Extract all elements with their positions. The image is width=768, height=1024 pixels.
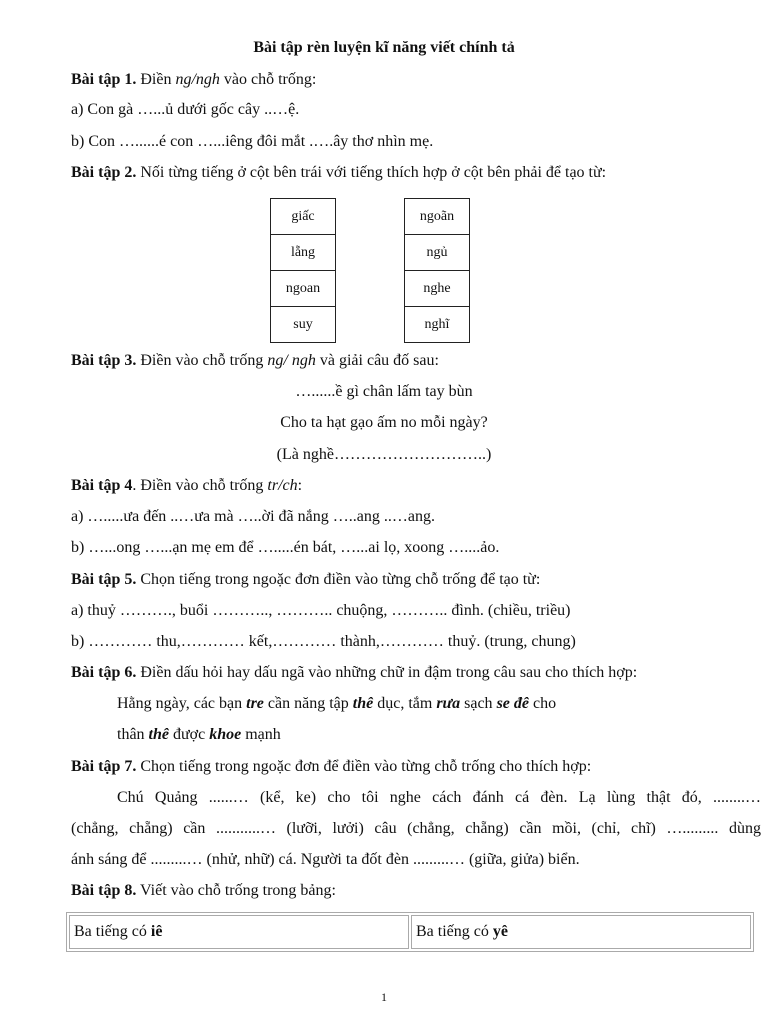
exercise-4-b: b) …...ong …...ạn mẹ em để ….....én bát, …...ai lọ, xoong …....ảo.: [71, 539, 500, 556]
exercise-3-italic: ng/ ngh: [267, 352, 316, 369]
riddle-answer: (Là nghề………………………..): [276, 446, 492, 463]
right-word: ngủ: [404, 235, 470, 271]
right-word: nghe: [404, 271, 470, 307]
exercise-7-heading: [71, 757, 591, 777]
sentence-text: mạnh: [241, 726, 281, 743]
left-word: lẵng: [270, 235, 336, 271]
bold-word: rưa: [436, 695, 461, 712]
sentence-text: dục, tắm: [373, 695, 437, 712]
page-title: Bài tập rèn luyện kĩ năng viết chính tả: [253, 39, 515, 56]
exercise-4-a: a) ….....ưa đến ..…ưa mà …..ời đã nắng …..ang ..…ang.: [71, 508, 435, 525]
exercise-1-text: Điền: [136, 71, 176, 88]
bold-word: tre: [246, 695, 264, 712]
sentence-text: được: [169, 726, 210, 743]
exercise-7-paragraph-line-1: Chú Quảng ......… (kể, ke) cho tôi nghe cách đánh cá đèn. Lạ lùng thật đó, ........…: [117, 789, 761, 806]
exercise-4-text: . Điền vào chỗ trống: [132, 477, 268, 494]
exercise-5-label: Bài tập 5.: [71, 571, 137, 588]
table-cell-bold: yê: [492, 923, 508, 940]
exercise-5-heading: [71, 570, 540, 590]
sentence-text: cần năng tập: [263, 695, 353, 712]
exercise-5-text: Chọn tiếng trong ngoặc đơn điền vào từng chỗ trống để tạo từ:: [136, 571, 541, 588]
exercise-8-label: Bài tập 8.: [71, 882, 137, 899]
exercise-1-b: b) Con …......é con …...iêng đôi mắt .….ây thơ nhìn mẹ.: [71, 133, 434, 150]
exercise-6-label: Bài tập 6.: [71, 664, 137, 681]
left-word-column: [270, 198, 336, 343]
riddle-line: …......ề gì chân lấm tay bùn: [295, 383, 473, 400]
exercise-2-label: Bài tập 2.: [71, 164, 137, 181]
exercise-3-text-end: và giải câu đố sau:: [315, 352, 439, 369]
exercise-6-heading: [71, 663, 637, 683]
exercise-3-text: Điền vào chỗ trống: [136, 352, 268, 369]
exercise-6-sentence-1: [117, 694, 556, 714]
left-word: ngoan: [270, 271, 336, 307]
exercise-1-heading: [71, 70, 316, 90]
bold-word: thê: [352, 695, 374, 712]
exercise-1-text-end: vào chỗ trống:: [219, 71, 317, 88]
exercise-1-italic: ng/ngh: [175, 71, 220, 88]
exercise-2-heading: [71, 163, 606, 183]
right-word: ngoãn: [404, 198, 470, 235]
table-cell-ie: [69, 915, 409, 949]
exercise-2-text: Nối từng tiếng ở cột bên trái với tiếng thích hợp ở cột bên phải để tạo từ:: [136, 164, 607, 181]
exercise-6-sentence-2: [117, 725, 281, 745]
answer-table: [66, 912, 754, 952]
table-cell-text: Ba tiếng có: [74, 923, 151, 940]
exercise-3-heading: [71, 351, 439, 371]
bold-word: se đê: [496, 695, 529, 712]
bold-word: thê: [148, 726, 169, 743]
exercise-4-text-end: :: [297, 477, 303, 494]
exercise-4-label: Bài tập 4: [71, 477, 133, 494]
exercise-8-heading: [71, 881, 336, 901]
exercise-1-a: a) Con gà …...ủ dưới gốc cây ..…ệ.: [71, 101, 300, 118]
right-word: nghĩ: [404, 307, 470, 343]
table-cell-bold: iê: [150, 923, 163, 940]
exercise-7-text: Chọn tiếng trong ngoặc đơn để điền vào từng chỗ trống cho thích hợp:: [136, 758, 592, 775]
exercise-5-b: b) ………… thu,………… kết,………… thành,………… thuỷ. (trung, chung): [71, 633, 576, 650]
exercise-7-paragraph-line-2: (chẳng, chẵng) cần ...........… (lưỡi, lưởi) câu (chẳng, chẵng) cần mồi, (chỉ, chĩ) …......... dùng: [71, 820, 761, 837]
sentence-text: cho: [529, 695, 557, 712]
left-word: giấc: [270, 198, 336, 235]
sentence-text: thân: [117, 726, 149, 743]
left-word: suy: [270, 307, 336, 343]
exercise-5-a: a) thuỷ ………., buổi ……….., ……….. chuộng, ……….. đình. (chiều, triều): [71, 602, 571, 619]
exercise-7-label: Bài tập 7.: [71, 758, 137, 775]
exercise-3-label: Bài tập 3.: [71, 352, 137, 369]
exercise-7-paragraph-line-3: ánh sáng để .........… (nhử, nhữ) cá. Người ta đốt đèn .........… (giữa, giửa) biển.: [71, 851, 580, 868]
exercise-8-text: Viết vào chỗ trống trong bảng:: [136, 882, 336, 899]
bold-word: khoe: [209, 726, 242, 743]
exercise-4-heading: [71, 476, 302, 496]
page-number: 1: [381, 990, 387, 1004]
sentence-text: Hằng ngày, các bạn: [117, 695, 247, 712]
right-word-column: [404, 198, 470, 343]
exercise-6-text: Điền dấu hỏi hay dấu ngã vào những chữ in đậm trong câu sau cho thích hợp:: [136, 664, 638, 681]
sentence-text: sạch: [460, 695, 497, 712]
riddle-line: Cho ta hạt gạo ấm no mỗi ngày?: [280, 414, 488, 431]
exercise-4-italic: tr/ch: [267, 477, 298, 494]
table-cell-ye: [411, 915, 751, 949]
exercise-1-label: Bài tập 1.: [71, 71, 137, 88]
table-cell-text: Ba tiếng có: [416, 923, 493, 940]
